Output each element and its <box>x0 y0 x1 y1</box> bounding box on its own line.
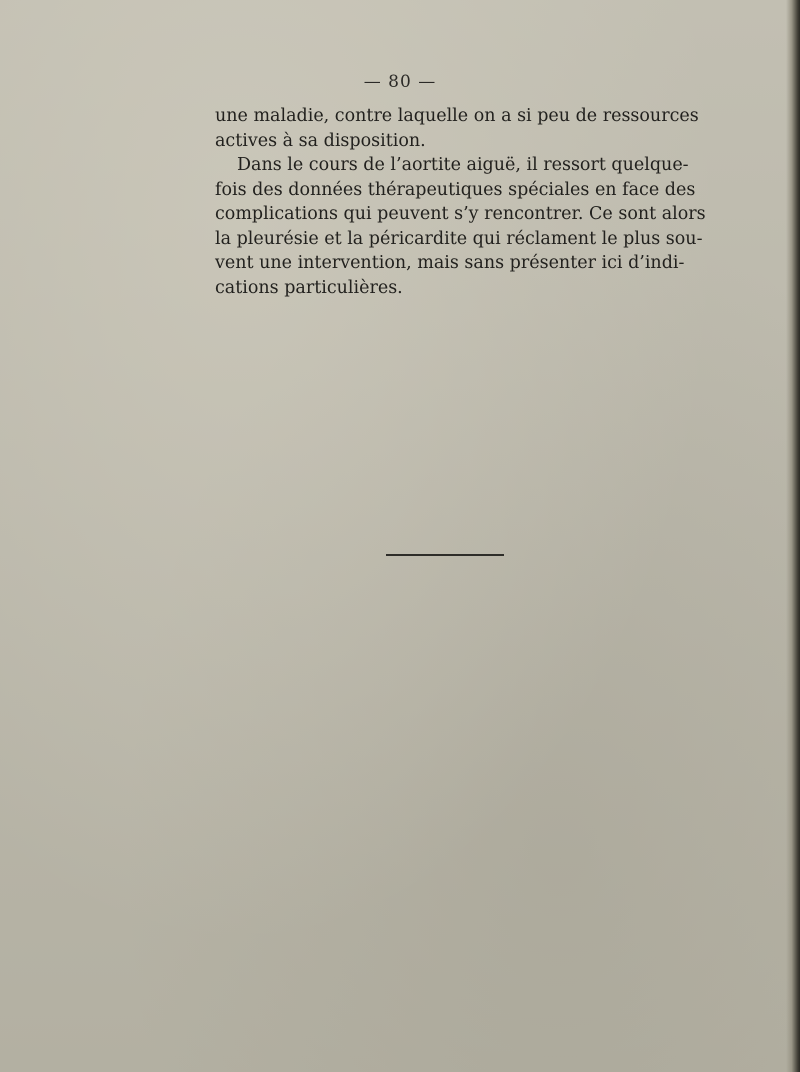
text-line: vent une intervention, mais sans présenter ici d’indi- <box>215 253 685 273</box>
section-divider <box>386 554 504 556</box>
text-line: fois des données thérapeutiques spéciales en face des <box>215 179 696 200</box>
text-line: complications qui peuvent s’y rencontrer. Ce sont alors <box>215 204 706 224</box>
text-line: une maladie, contre laquelle on a si peu de ressources <box>215 106 699 126</box>
text-line: Dans le cours de l’aortite aiguë, il ressort quelque- <box>237 155 689 175</box>
page-number: — 80 — <box>363 72 437 92</box>
text-line: cations particulières. <box>215 277 403 298</box>
page-edge-shadow <box>786 0 800 1072</box>
text-line: la pleurésie et la péricardite qui réclament le plus sou- <box>215 228 703 249</box>
body-text <box>215 104 706 300</box>
text-line: actives à sa disposition. <box>215 130 426 151</box>
